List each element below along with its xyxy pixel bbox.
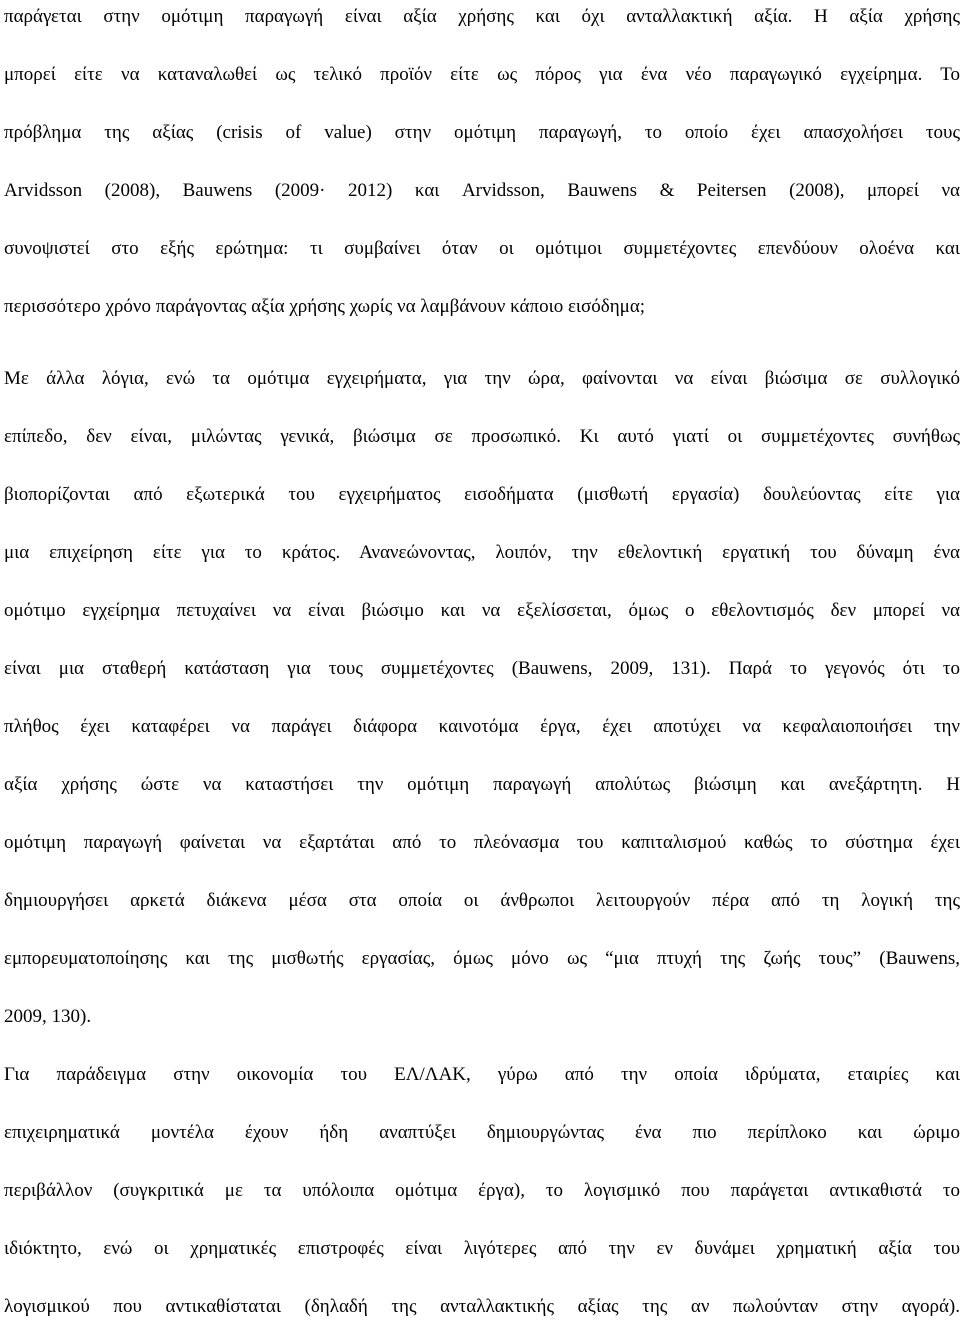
text-line: 2009, 130).: [4, 1006, 92, 1027]
text-line: εμπορευματοποίησης και της μισθωτής εργασίας, όμως μόνο ως “μια πτυχή της ζωής τους” (Bauwens,: [4, 948, 960, 969]
paragraph-3: [4, 1046, 960, 1336]
text-line: βιοπορίζονται από εξωτερικά του εγχειρήματος εισοδήματα (μισθωτή εργασία) δουλεύοντας είτε για: [4, 484, 960, 505]
text-line: ιδιόκτητο, ενώ οι χρηματικές επιστροφές είναι λιγότερες από την εν δυνάμει χρηματική αξία του: [4, 1238, 960, 1259]
text-line: Για παράδειγμα στην οικονομία του ΕΛ/ΛΑΚ, γύρω από την οποία ιδρύματα, εταιρίες και: [4, 1064, 960, 1085]
text-line: λογισμικού που αντικαθίσταται (δηλαδή της ανταλλακτικής αξίας της αν πωλούνταν στην αγορά).: [4, 1296, 960, 1317]
text-line: πλήθος έχει καταφέρει να παράγει διάφορα καινοτόμα έργα, έχει αποτύχει να κεφαλαιοποιήσει την: [4, 716, 960, 737]
text-line: επίπεδο, δεν είναι, μιλώντας γενικά, βιώσιμα σε προσωπικό. Κι αυτό γιατί οι συμμετέχοντες συνήθως: [4, 426, 960, 447]
text-line: είναι μια σταθερή κατάσταση για τους συμμετέχοντες (Bauwens, 2009, 131). Παρά το γεγονός ότι το: [4, 658, 960, 679]
text-line: Arvidsson (2008), Bauwens (2009· 2012) και Arvidsson, Bauwens & Peitersen (2008), μπορεί να: [4, 180, 960, 201]
text-line: συνοψιστεί στο εξής ερώτημα: τι συμβαίνει όταν οι ομότιμοι συμμετέχοντες επενδύουν ολοένα και: [4, 238, 960, 259]
text-line: παράγεται στην ομότιμη παραγωγή είναι αξία χρήσης και όχι ανταλλακτική αξία. Η αξία χρήσης: [4, 6, 960, 27]
paragraph-1: [4, 0, 960, 336]
text-line: μπορεί είτε να καταναλωθεί ως τελικό προϊόν είτε ως πόρος για ένα νέο παραγωγικό εγχείρημα. Το: [4, 64, 960, 85]
text-line: δημιουργήσει αρκετά διάκενα μέσα στα οποία οι άνθρωποι λειτουργούν πέρα από τη λογική της: [4, 890, 960, 911]
text-line: επιχειρηματικά μοντέλα έχουν ήδη αναπτύξει δημιουργώντας ένα πιο περίπλοκο και ώριμο: [4, 1122, 960, 1143]
text-line: ομότιμο εγχείρημα πετυχαίνει να είναι βιώσιμο και να εξελίσσεται, όμως ο εθελοντισμός δεν μπορεί να: [4, 600, 960, 621]
paragraph-2: [4, 350, 960, 1046]
text-line: περιβάλλον (συγκριτικά με τα υπόλοιπα ομότιμα έργα), το λογισμικό που παράγεται αντικαθιστά το: [4, 1180, 960, 1201]
text-line: ομότιμη παραγωγή φαίνεται να εξαρτάται από το πλεόνασμα του καπιταλισμού καθώς το σύστημα έχει: [4, 832, 960, 853]
text-line: πρόβλημα της αξίας (crisis of value) στην ομότιμη παραγωγή, το οποίο έχει απασχολήσει τους: [4, 122, 960, 143]
text-line: αξία χρήσης ώστε να καταστήσει την ομότιμη παραγωγή απολύτως βιώσιμη και ανεξάρτητη. Η: [4, 774, 960, 795]
text-line: περισσότερο χρόνο παράγοντας αξία χρήσης χωρίς να λαμβάνουν κάποιο εισόδημα;: [4, 296, 646, 317]
text-line: Με άλλα λόγια, ενώ τα ομότιμα εγχειρήματα, για την ώρα, φαίνονται να είναι βιώσιμα σε συλλογικό: [4, 368, 960, 389]
text-line: μια επιχείρηση είτε για το κράτος. Ανανεώνοντας, λοιπόν, την εθελοντική εργατική του δύναμη ένα: [4, 542, 960, 563]
